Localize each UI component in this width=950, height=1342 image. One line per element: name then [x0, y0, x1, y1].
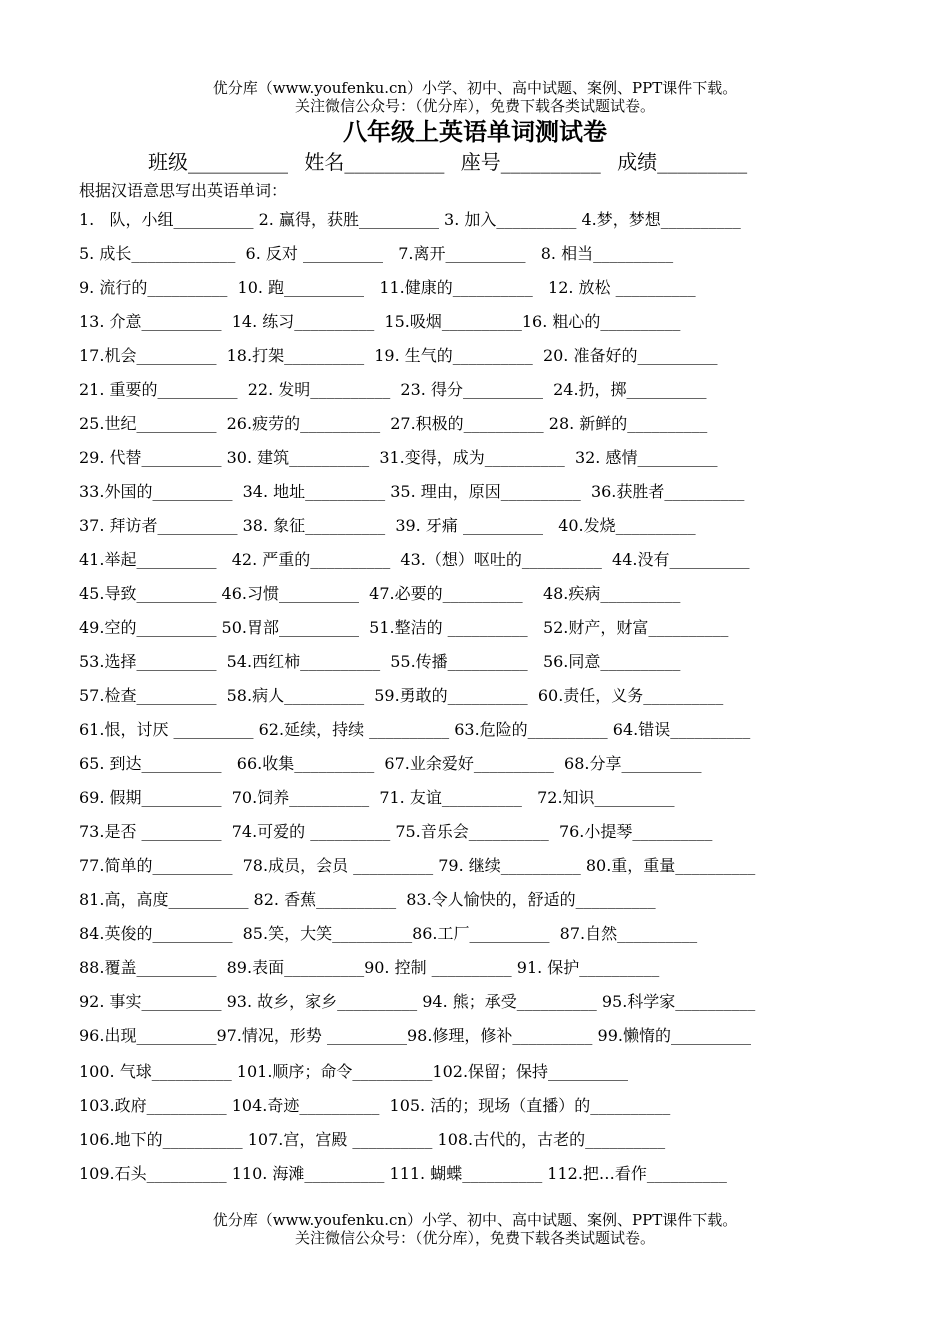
question-row: 88.覆盖__________ 89.表面__________90. 控制 __________ 91. 保护__________	[79, 958, 660, 977]
question-row: 9. 流行的__________ 10. 跑__________ 11.健康的__________ 12. 放松 __________	[79, 278, 696, 297]
instruction: 根据汉语意思写出英语单词：	[79, 181, 288, 200]
question-row: 103.政府__________ 104.奇迹__________ 105. 活的；现场（直播）的__________	[79, 1096, 671, 1115]
question-row: 21. 重要的__________ 22. 发明__________ 23. 得分__________ 24.扔，掷__________	[79, 380, 707, 399]
question-row: 73.是否 __________ 74.可爱的 __________ 75.音乐会__________ 76.小提琴__________	[79, 822, 713, 841]
question-row: 37. 拜访者__________ 38. 象征__________ 39. 牙痛 __________ 40.发烧__________	[79, 516, 696, 535]
question-row: 77.简单的__________ 78.成员，会员 __________ 79. 继续__________ 80.重，重量__________	[79, 856, 756, 875]
seat-field: 座号__________	[460, 150, 601, 174]
question-row: 96.出现__________97.情况，形势 __________98.修理，修补__________ 99.懒惰的__________	[79, 1026, 751, 1045]
header-line-2: 关注微信公众号：（优分库），免费下载各类试题试卷。	[294, 97, 655, 115]
question-row: 29. 代替__________ 30. 建筑__________ 31.变得，成为__________ 32. 感情__________	[79, 448, 718, 467]
question-row: 109.石头__________ 110. 海滩__________ 111. 蝴蝶__________ 112.把…看作__________	[79, 1164, 727, 1183]
question-row: 45.导致__________ 46.习惯__________ 47.必要的__________ 48.疾病__________	[79, 584, 681, 603]
question-row: 1. 队，小组__________ 2. 赢得，获胜__________ 3. 加入__________ 4.梦，梦想__________	[79, 210, 741, 229]
page-header	[0, 79, 950, 115]
question-row: 100. 气球__________ 101.顺序；命令__________102.保留；保持__________	[79, 1062, 629, 1081]
question-row: 57.检查__________ 58.病人__________ 59.勇敢的__________ 60.责任，义务__________	[79, 686, 724, 705]
question-row: 33.外国的__________ 34. 地址__________ 35. 理由，原因__________ 36.获胜者__________	[79, 482, 745, 501]
question-row: 65. 到达__________ 66.收集__________ 67.业余爱好__________ 68.分享__________	[79, 754, 702, 773]
question-row: 92. 事实__________ 93. 故乡，家乡__________ 94. 熊；承受__________ 95.科学家__________	[79, 992, 756, 1011]
question-row: 41.举起__________ 42. 严重的__________ 43.（想）呕吐的__________ 44.没有__________	[79, 550, 750, 569]
question-row: 84.英俊的__________ 85.笑，大笑__________86.工厂__________ 87.自然__________	[79, 924, 698, 943]
question-row: 25.世纪__________ 26.疲劳的__________ 27.积极的__________ 28. 新鲜的__________	[79, 414, 708, 433]
question-row: 53.选择__________ 54.西红柿__________ 55.传播__________ 56.同意__________	[79, 652, 681, 671]
question-row: 61.恨，讨厌 __________ 62.延续，持续 __________ 63.危险的__________ 64.错误__________	[79, 720, 751, 739]
question-row: 81.高，高度__________ 82. 香蕉__________ 83.令人愉快的，舒适的__________	[79, 890, 656, 909]
question-row: 5. 成长_____________ 6. 反对 __________ 7.离开__________ 8. 相当__________	[79, 244, 674, 263]
page-title: 八年级上英语单词测试卷	[343, 117, 607, 146]
question-row: 106.地下的__________ 107.宫，宫殿 __________ 108.古代的，古老的__________	[79, 1130, 666, 1149]
question-row: 13. 介意__________ 14. 练习__________ 15.吸烟__________16. 粗心的__________	[79, 312, 681, 331]
header-line-1: 优分库（www.youfenku.cn）小学、初中、高中试题、案例、PPT课件下载。	[212, 79, 738, 97]
footer-line-1: 优分库（www.youfenku.cn）小学、初中、高中试题、案例、PPT课件下载。	[212, 1211, 738, 1229]
name-field: 姓名__________	[304, 150, 445, 174]
question-row: 69. 假期__________ 70.饲养__________ 71. 友谊__________ 72.知识__________	[79, 788, 675, 807]
footer-line-2: 关注微信公众号：（优分库），免费下载各类试题试卷。	[294, 1229, 655, 1247]
class-field: 班级__________	[148, 150, 288, 174]
student-info-line	[148, 148, 757, 176]
score-field: 成绩_________	[617, 150, 748, 174]
question-row: 17.机会__________ 18.打架__________ 19. 生气的__________ 20. 准备好的__________	[79, 346, 718, 365]
page-footer	[0, 1211, 950, 1247]
question-row: 49.空的__________ 50.胃部__________ 51.整洁的 __________ 52.财产，财富__________	[79, 618, 729, 637]
